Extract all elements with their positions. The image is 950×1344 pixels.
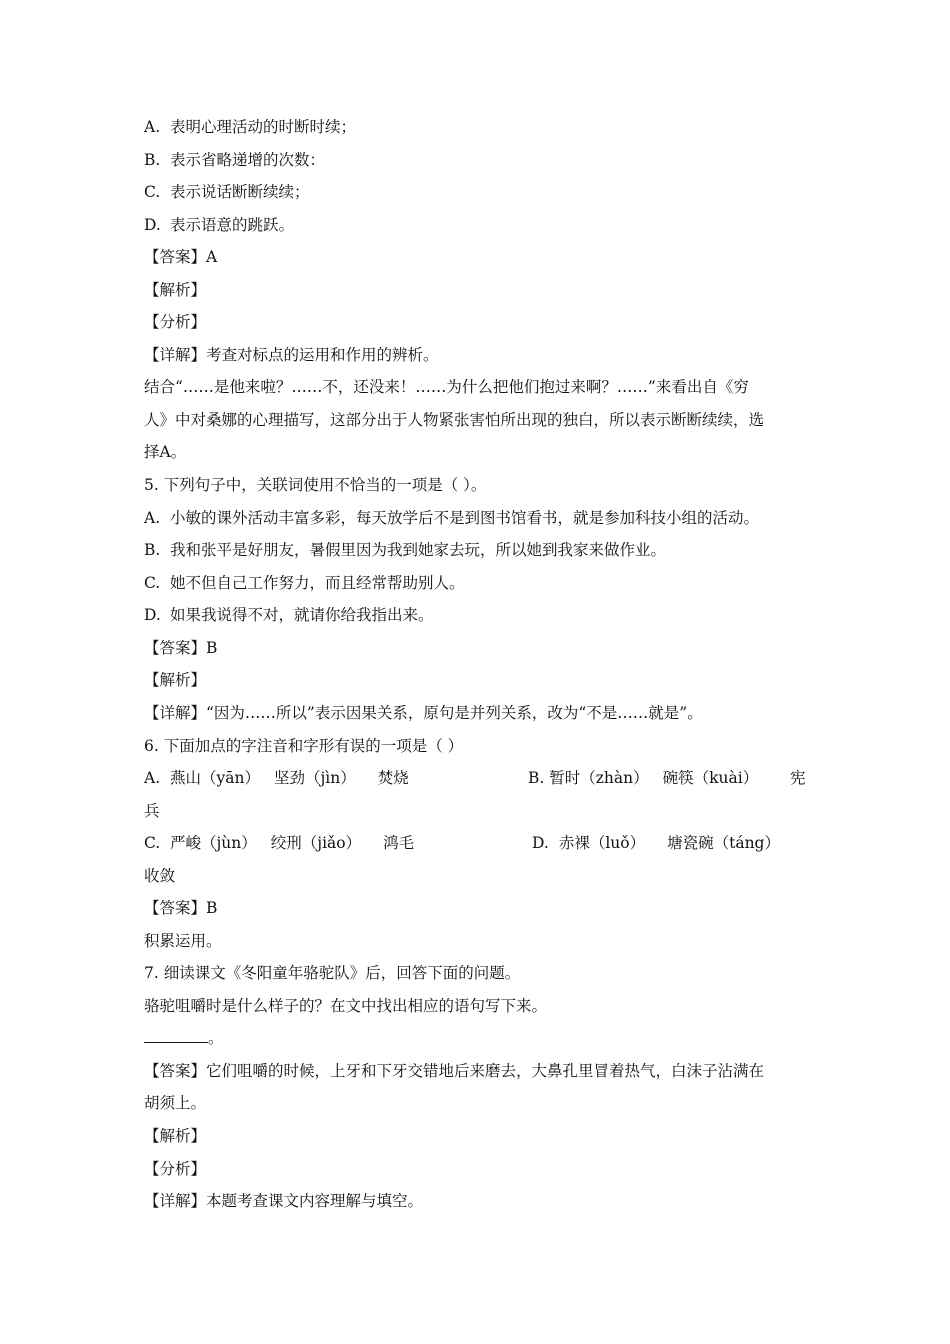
option-word: 坚劲（jìn） (273, 769, 356, 787)
option-label: D. (144, 606, 161, 624)
q7-answer-line-2: 胡须上。 (144, 1094, 207, 1112)
q6-options-row-2 (144, 833, 814, 853)
option-label: B. (144, 151, 161, 169)
q6-option-d (532, 833, 780, 853)
option-label: A. (144, 509, 161, 527)
option-label: B. (528, 769, 545, 787)
q5-option-c (144, 573, 814, 593)
q5-option-d (144, 605, 814, 625)
option-word: 暂时（zhàn） (549, 769, 649, 787)
option-label: C. (144, 574, 161, 592)
option-word: 焚烧 (377, 769, 409, 787)
q4-jiexi-heading: 【解析】 (144, 281, 207, 299)
fill-blank-line (144, 1030, 208, 1043)
option-text: 表示省略递增的次数： (170, 151, 326, 169)
option-label: B. (144, 541, 161, 559)
q6-option-b (528, 768, 758, 788)
option-word: 鸿毛 (383, 834, 415, 852)
q6-option-d-wrap: 收敛 (144, 867, 176, 885)
option-text: 表示语意的跳跃。 (170, 216, 295, 234)
option-word: 宪 (790, 769, 806, 787)
q4-option-c (144, 182, 814, 202)
option-word: 严峻（jùn） (170, 834, 257, 852)
option-text: 表明心理活动的时断时续； (170, 118, 357, 136)
q5-jiexi-heading: 【解析】 (144, 671, 207, 689)
q6-note: 积累运用。 (144, 932, 222, 950)
q5-option-b (144, 540, 814, 560)
option-text: 她不但自己工作努力，而且经常帮助别人。 (170, 574, 465, 592)
q7-jiexi-heading: 【解析】 (144, 1127, 207, 1145)
q5-answer: 【答案】B (144, 639, 218, 657)
option-word: 绞刑（jiǎo） (270, 834, 362, 852)
option-text: 我和张平是好朋友，暑假里因为我到她家去玩，所以她到我家来做作业。 (170, 541, 667, 559)
q7-answer-line-1: 【答案】它们咀嚼的时候，上牙和下牙交错地后来磨去，大鼻孔里冒着热气，白沫子沾满在 (144, 1062, 765, 1080)
q5-question: 5. 下列句子中，关联词使用不恰当的一项是（ ）。 (144, 476, 487, 494)
q4-fenxi-heading: 【分析】 (144, 313, 207, 331)
q5-option-a (144, 508, 814, 528)
q4-explanation-line-2: 人》中对桑娜的心理描写，这部分出于人物紧张害怕所出现的独白，所以表示断断续续，选 (144, 411, 765, 429)
option-label: A. (144, 118, 161, 136)
q5-detail: 【详解】“因为……所以”表示因果关系，原句是并列关系，改为“不是……就是”。 (144, 704, 703, 722)
q4-detail: 【详解】考查对标点的运用和作用的辨析。 (144, 346, 439, 364)
q6-answer: 【答案】B (144, 899, 218, 917)
option-word: 燕山（yān） (170, 769, 260, 787)
q6-option-b-wrap: 兵 (144, 802, 160, 820)
q6-options-row-1 (144, 768, 814, 788)
q4-option-d (144, 215, 814, 235)
q4-option-a (144, 117, 814, 137)
q4-answer: 【答案】A (144, 248, 218, 266)
option-text: 表示说话断断续续； (170, 183, 310, 201)
option-text: 小敏的课外活动丰富多彩，每天放学后不是到图书馆看书，就是参加科技小组的活动。 (170, 509, 760, 527)
option-label: A. (144, 769, 161, 787)
q7-fenxi-heading: 【分析】 (144, 1160, 207, 1178)
option-text: 如果我说得不对，就请你给我指出来。 (170, 606, 434, 624)
option-label: D. (144, 216, 161, 234)
q7-prompt: 骆驼咀嚼时是什么样子的？在文中找出相应的语句写下来。 (144, 997, 548, 1015)
blank-end-mark: 。 (208, 1029, 224, 1047)
option-label: C. (144, 183, 161, 201)
q7-answer-blank (144, 1028, 814, 1048)
q6-question: 6. 下面加点的字注音和字形有误的一项是（ ） (144, 737, 464, 755)
option-word: 赤裸（luǒ） (558, 834, 646, 852)
q7-question: 7. 细读课文《冬阳童年骆驼队》后，回答下面的问题。 (144, 964, 521, 982)
option-word: 碗筷（kuài） (662, 769, 759, 787)
q4-option-b (144, 150, 814, 170)
option-label: C. (144, 834, 161, 852)
q4-explanation-line-3: 择A。 (144, 443, 187, 461)
option-word: 塘瓷碗（táng） (667, 834, 780, 852)
q4-explanation-line-1: 结合“……是他来啦？……不，还没来！……为什么把他们抱过来啊？……”来看出自《穷 (144, 378, 749, 396)
q7-detail: 【详解】本题考查课文内容理解与填空。 (144, 1192, 424, 1210)
option-label: D. (532, 834, 549, 852)
